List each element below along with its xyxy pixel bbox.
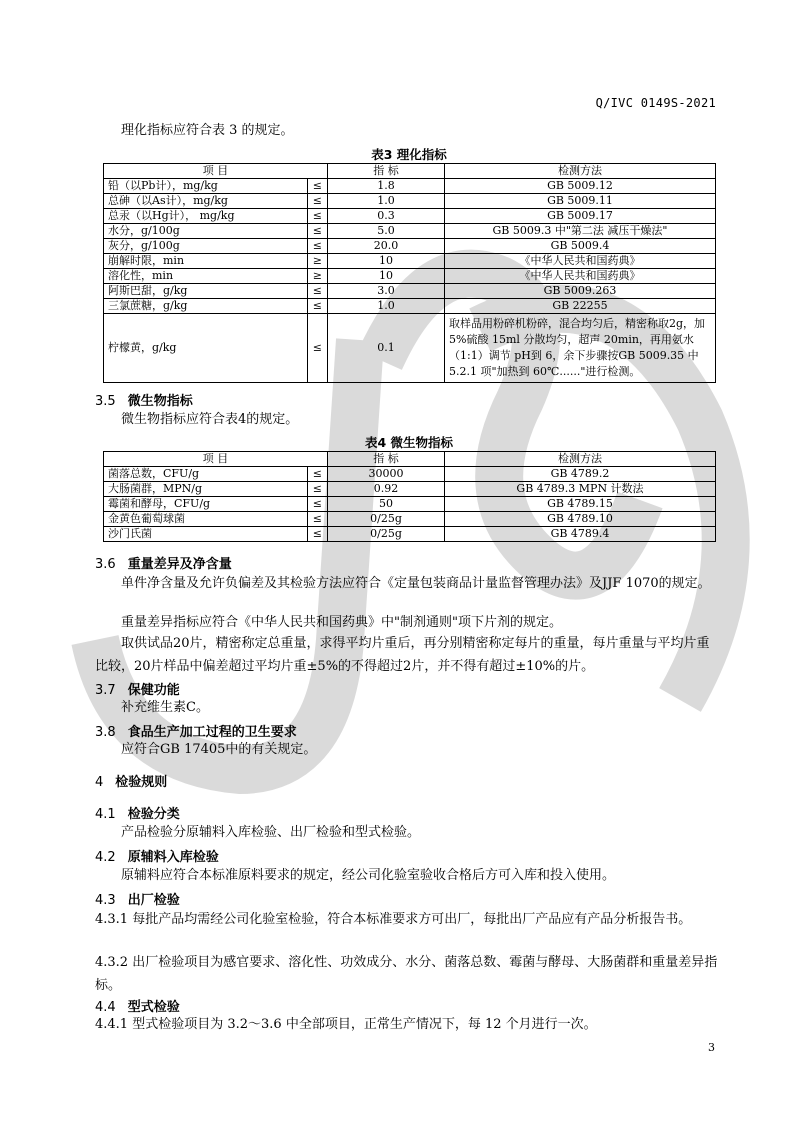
table-row — [104, 512, 716, 527]
cell-method: 《中华人民共和国药典》 — [445, 269, 716, 284]
col-header-method: 检测方法 — [445, 452, 716, 467]
section-number: 4.4 — [95, 1000, 116, 1015]
cell-item: 总砷（以As计），mg/kg — [104, 194, 308, 209]
section-3-7-text: 补充维生素C。 — [121, 700, 209, 715]
cell-item: 霉菌和酵母，CFU/g — [104, 497, 308, 512]
cell-value: 1.0 — [328, 194, 445, 209]
cell-item: 大肠菌群，MPN/g — [104, 482, 308, 497]
cell-sym: ≤ — [307, 467, 327, 482]
table4 — [103, 451, 716, 542]
table-row — [104, 314, 716, 383]
col-header-item: 项 目 — [104, 452, 328, 467]
cell-method: GB 4789.15 — [445, 497, 716, 512]
cell-value: 20.0 — [328, 239, 445, 254]
cell-value: 1.8 — [328, 179, 445, 194]
table3 — [103, 163, 716, 383]
cell-value: 1.0 — [328, 299, 445, 314]
cell-sym: ≤ — [307, 527, 327, 542]
section-number: 3.7 — [95, 683, 116, 698]
cell-item: 沙门氏菌 — [104, 527, 308, 542]
cell-method: GB 22255 — [445, 299, 716, 314]
cell-value: 3.0 — [328, 284, 445, 299]
section-3-5-text: 微生物指标应符合表4的规定。 — [121, 412, 299, 427]
table-row — [104, 254, 716, 269]
cell-value: 0.92 — [328, 482, 445, 497]
section-number: 3.5 — [95, 394, 116, 409]
section-4-heading — [95, 771, 167, 790]
section-number: 4.3 — [95, 893, 116, 908]
cell-value: 0/25g — [328, 512, 445, 527]
cell-method: GB 4789.2 — [445, 467, 716, 482]
section-3-6-p2: 重量差异指标应符合《中华人民共和国药典》中"制剂通则"项下片剂的规定。 — [121, 615, 562, 630]
cell-method: GB 4789.3 MPN 计数法 — [445, 482, 716, 497]
cell-value: 5.0 — [328, 224, 445, 239]
cell-item: 金黄色葡萄球菌 — [104, 512, 308, 527]
cell-sym: ≤ — [307, 284, 327, 299]
table4-caption: 表4 微生物指标 — [364, 435, 454, 450]
cell-method: 取样品用粉碎机粉碎，混合均匀后，精密称取2g，加 5%硫酸 15ml 分散均匀，超声 20min，再用氨水（1:1）调节 pH到 6，余下步骤按GB 5009.35 中 5.2.1 项"加热到 60℃......"进行检测。 — [445, 314, 716, 383]
section-3-6-p1: 单件净含量及允许负偏差及其检验方法应符合《定量包装商品计量监督管理办法》及JJF 1070的规定。 — [121, 576, 711, 591]
section-4-2-heading — [95, 846, 219, 865]
cell-method: 《中华人民共和国药典》 — [445, 254, 716, 269]
section-title: 检验规则 — [115, 775, 168, 790]
col-header-item: 项 目 — [104, 164, 328, 179]
section-number: 3.6 — [95, 557, 116, 572]
cell-value: 10 — [328, 269, 445, 284]
table-header-row — [104, 164, 716, 179]
table-row — [104, 194, 716, 209]
cell-method: GB 5009.263 — [445, 284, 716, 299]
cell-sym: ≥ — [307, 254, 327, 269]
table-row — [104, 239, 716, 254]
doc-code: Q/IVC 0149S-2021 — [595, 96, 716, 110]
cell-item: 铅（以Pb计），mg/kg — [104, 179, 308, 194]
cell-value: 0/25g — [328, 527, 445, 542]
cell-value: 0.3 — [328, 209, 445, 224]
section-3-8-text: 应符合GB 17405中的有关规定。 — [121, 742, 317, 757]
section-4-3-2: 4.3.2 出厂检验项目为感官要求、溶化性、功效成分、水分、菌落总数、霉菌与酵母、大肠菌群和重量差异指标。 — [95, 955, 718, 993]
cell-item: 阿斯巴甜，g/kg — [104, 284, 308, 299]
cell-sym: ≤ — [307, 299, 327, 314]
cell-item: 三氯蔗糖，g/kg — [104, 299, 308, 314]
table-row — [104, 497, 716, 512]
section-title: 食品生产加工过程的卫生要求 — [127, 725, 297, 740]
cell-sym: ≤ — [307, 314, 327, 383]
col-header-value: 指 标 — [328, 164, 445, 179]
cell-method: GB 5009.11 — [445, 194, 716, 209]
table3-caption: 表3 理化指标 — [371, 147, 447, 162]
section-3-5-heading — [95, 390, 193, 409]
section-4-1-heading — [95, 803, 180, 822]
cell-method: GB 5009.17 — [445, 209, 716, 224]
table-header-row — [104, 452, 716, 467]
section-title: 出厂检验 — [127, 893, 180, 908]
cell-method: GB 5009.3 中"第二法 减压干燥法" — [445, 224, 716, 239]
table-row — [104, 527, 716, 542]
cell-sym: ≤ — [307, 194, 327, 209]
section-number: 4.1 — [95, 807, 116, 822]
table3-intro: 理化指标应符合表 3 的规定。 — [121, 123, 294, 138]
cell-item: 菌落总数，CFU/g — [104, 467, 308, 482]
cell-value: 30000 — [328, 467, 445, 482]
section-title: 保健功能 — [127, 683, 180, 698]
cell-sym: ≤ — [307, 209, 327, 224]
table-row — [104, 179, 716, 194]
table-row — [104, 299, 716, 314]
table-row — [104, 224, 716, 239]
cell-method: GB 4789.10 — [445, 512, 716, 527]
cell-sym: ≤ — [307, 497, 327, 512]
col-header-method: 检测方法 — [445, 164, 716, 179]
cell-method: GB 5009.4 — [445, 239, 716, 254]
section-title: 原辅料入库检验 — [127, 850, 219, 865]
table-row — [104, 269, 716, 284]
cell-item: 溶化性，min — [104, 269, 308, 284]
section-4-4-1: 4.4.1 型式检验项目为 3.2～3.6 中全部项目，正常生产情况下，每 12 个月进行一次。 — [95, 1017, 597, 1032]
section-number: 4 — [95, 775, 104, 790]
cell-item: 崩解时限，min — [104, 254, 308, 269]
section-number: 4.2 — [95, 850, 116, 865]
cell-sym: ≥ — [307, 269, 327, 284]
section-4-3-1: 4.3.1 每批产品均需经公司化验室检验，符合本标准要求方可出厂，每批出厂产品应有产品分析报告书。 — [95, 912, 692, 927]
cell-item: 总汞（以Hg计）， mg/kg — [104, 209, 308, 224]
section-3-6-heading — [95, 553, 232, 572]
table-row — [104, 284, 716, 299]
page-number: 3 — [708, 1041, 715, 1054]
section-title: 微生物指标 — [127, 394, 193, 409]
cell-method: GB 5009.12 — [445, 179, 716, 194]
section-4-2-text: 原辅料应符合本标准原料要求的规定，经公司化验室验收合格后方可入库和投入使用。 — [121, 868, 616, 883]
section-title: 检验分类 — [127, 807, 180, 822]
cell-sym: ≤ — [307, 482, 327, 497]
table-row — [104, 209, 716, 224]
cell-value: 50 — [328, 497, 445, 512]
col-header-value: 指 标 — [328, 452, 445, 467]
cell-method: GB 4789.4 — [445, 527, 716, 542]
table-row — [104, 482, 716, 497]
cell-value: 0.1 — [328, 314, 445, 383]
cell-item: 灰分，g/100g — [104, 239, 308, 254]
cell-sym: ≤ — [307, 512, 327, 527]
section-title: 重量差异及净含量 — [127, 557, 232, 572]
section-number: 3.8 — [95, 725, 116, 740]
cell-item: 水分，g/100g — [104, 224, 308, 239]
table-row — [104, 467, 716, 482]
cell-value: 10 — [328, 254, 445, 269]
cell-sym: ≤ — [307, 224, 327, 239]
cell-item: 柠檬黄，g/kg — [104, 314, 308, 383]
section-3-6-p3: 取供试品20片，精密称定总重量，求得平均片重后，再分别精密称定每片的重量，每片重量与平均片重比较，20片样品中偏差超过平均片重±5%的不得超过2片，并不得有超过±10%的片。 — [95, 636, 710, 674]
section-4-1-text: 产品检验分原辅料入库检验、出厂检验和型式检验。 — [121, 825, 421, 840]
section-title: 型式检验 — [127, 1000, 180, 1015]
cell-sym: ≤ — [307, 179, 327, 194]
cell-sym: ≤ — [307, 239, 327, 254]
section-4-3-heading — [95, 889, 180, 908]
